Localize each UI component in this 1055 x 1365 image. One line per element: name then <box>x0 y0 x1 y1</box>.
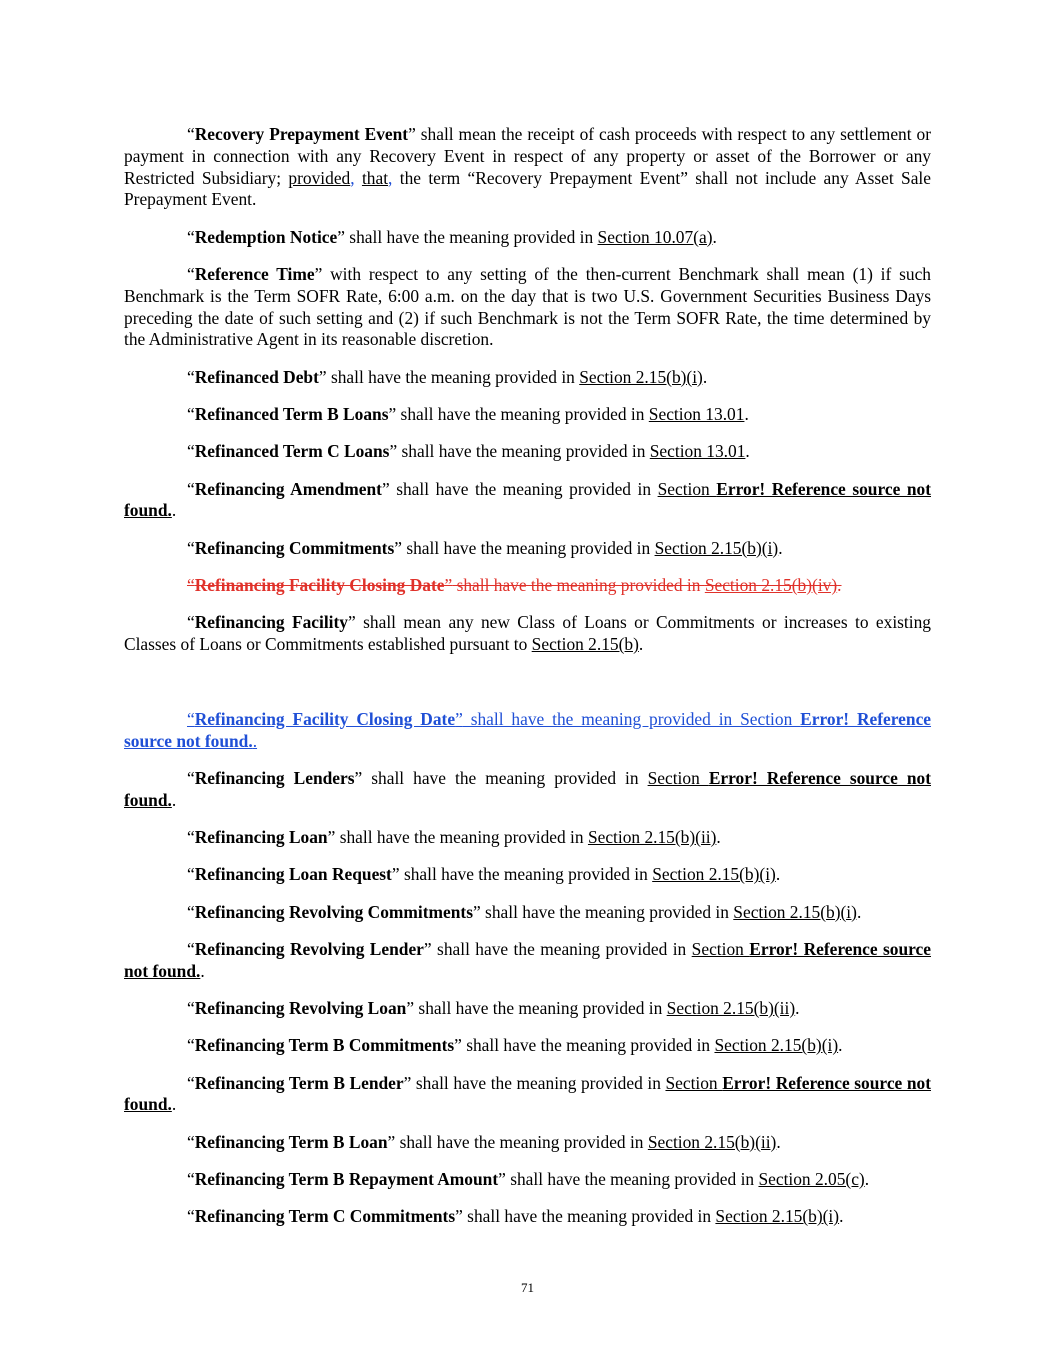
deleted-definition-refinancing-facility-closing-date: “Refinancing Facility Closing Date” shall have the meaning provided in Section 2.15(b)(iv). <box>187 574 842 595</box>
defined-term: Recovery Prepayment Event <box>194 124 409 144</box>
definition-refinancing-commitments: “Refinancing Commitments” shall have the meaning provided in Section 2.15(b)(i). <box>187 537 783 558</box>
definition-text: shall have the meaning provided in <box>411 1072 666 1093</box>
definition-text: shall have the meaning provided in <box>452 574 705 595</box>
section-reference: Section 2.15(b)(ii) <box>587 827 717 848</box>
section-reference: Section <box>647 767 709 788</box>
defined-term: Redemption Notice <box>194 226 338 247</box>
definition-refinancing-term-c-commitments: “Refinancing Term C Commitments” shall have the meaning provided in Section 2.15(b)(i). <box>187 1206 844 1227</box>
definition-refinancing-loan: “Refinancing Loan” shall have the meaning provided in Section 2.15(b)(ii). <box>187 827 721 848</box>
that-word: that <box>361 167 389 188</box>
definition-refinancing-term-b-lender: “Refinancing Term B Lender” shall have the meaning provided in Section Error! Reference source not found.. <box>124 1072 931 1115</box>
definition-text: shall have the meaning provided in <box>461 1035 715 1056</box>
definition-text: shall have the meaning provided in <box>362 767 648 788</box>
section-reference: Section 2.15(b)(i) <box>714 1035 839 1056</box>
reference-error: Error! Reference source not found. <box>124 1072 931 1115</box>
defined-term: Refinancing Facility Closing Date <box>194 708 456 729</box>
definition-text: shall have the meaning provided in <box>344 226 598 247</box>
section-reference: Section 13.01 <box>649 441 746 462</box>
document-page <box>124 124 931 1228</box>
reference-error: Error! Reference source not found. <box>124 478 931 521</box>
section-reference: Section 2.15(b)(i) <box>715 1206 840 1227</box>
defined-term: Refinancing Facility <box>194 612 349 633</box>
definition-text: shall have the meaning provided in <box>395 1131 648 1152</box>
definition-refinancing-loan-request: “Refinancing Loan Request” shall have the meaning provided in Section 2.15(b)(i). <box>187 864 781 885</box>
definition-text: shall have the meaning provided in <box>335 827 588 848</box>
defined-term: Refinancing Term B Commitments <box>194 1035 455 1056</box>
inserted-comma: , <box>350 167 355 188</box>
provided-word: provided <box>288 167 351 188</box>
inserted-definition-refinancing-facility-closing-date: “Refinancing Facility Closing Date” shall have the meaning provided in Section Error! Reference source not found.. <box>124 708 932 751</box>
defined-term: Refinanced Term C Loans <box>194 441 390 462</box>
definition-text: shall mean any new Class of Loans or Commitments or increases to existing Classes of Loans or Commitments established pursuant to <box>124 612 931 655</box>
section-reference: Section 2.05(c) <box>758 1169 865 1189</box>
definition-redemption-notice: “Redemption Notice” shall have the meaning provided in Section 10.07(a). <box>187 226 717 247</box>
definition-text: the term “Recovery Prepayment Event” shall not include any Asset Sale Prepayment Event. <box>124 167 931 210</box>
defined-term: Refinancing Term B Loan <box>194 1131 388 1152</box>
reference-error: Error! Reference source not found. <box>124 938 931 981</box>
defined-term: Refinanced Term B Loans <box>194 403 389 424</box>
definition-text: shall have the meaning provided in <box>414 998 667 1019</box>
inserted-comma: , <box>388 167 393 188</box>
definition-recovery-prepayment-event: “Recovery Prepayment Event” shall mean the receipt of cash proceeds with respect to any settlement or payment in connection with any Recovery Event in respect of any property or asset of the Borrower or any Restricted Subsidiary; provided, that, the term “Recovery Prepayment Event” shall not include any Asset Sale Prepayment Event. <box>124 124 932 210</box>
defined-term: Refinancing Facility Closing Date <box>194 574 445 595</box>
defined-term: Refinanced Debt <box>194 366 319 387</box>
section-reference: Section 2.15(b)(i) <box>579 366 703 387</box>
section-reference: Section 2.15(b)(i) <box>654 537 779 558</box>
definition-refinancing-facility: “Refinancing Facility” shall mean any new Class of Loans or Commitments or increases to existing Classes of Loans or Commitments established pursuant to Section 2.15(b). <box>124 612 931 655</box>
section-reference: Section <box>665 1072 723 1093</box>
definition-text: shall have the meaning provided in <box>399 864 653 885</box>
defined-term: Refinancing Term C Commitments <box>194 1206 456 1227</box>
section-reference: Section 2.15(b) <box>531 634 639 655</box>
definition-refinancing-term-b-loan: “Refinancing Term B Loan” shall have the meaning provided in Section 2.15(b)(ii). <box>187 1131 781 1152</box>
definition-text: shall mean the receipt of cash proceeds with respect to any settlement or payment in connection with any Recovery Event in respect of any property or asset of the Borrower or any Restricted Subsidiary; <box>124 124 932 188</box>
definition-reference-time: “Reference Time” with respect to any setting of the then-current Benchmark shall mean (1) if such Benchmark is the Term SOFR Rate, 6:00 a.m. on the day that is two U.S. Government Securities Business Days preceding the date of such setting and (2) if such Benchmark is not the Term SOFR Rate, the time determined by the Administrative Agent in its reasonable discretion. <box>124 263 931 350</box>
definition-text: shall have the meaning provided in <box>505 1169 759 1189</box>
defined-term: Refinancing Loan Request <box>194 864 392 885</box>
definition-refinanced-debt: “Refinanced Debt” shall have the meaning provided in Section 2.15(b)(i). <box>187 366 708 387</box>
page-number: 71 <box>521 1280 534 1295</box>
definition-refinancing-amendment: “Refinancing Amendment” shall have the meaning provided in Section Error! Reference source not found.. <box>124 478 931 521</box>
definition-refinancing-term-b-commitments: “Refinancing Term B Commitments” shall have the meaning provided in Section 2.15(b)(i). <box>187 1035 843 1056</box>
definition-text: shall have the meaning provided in <box>396 403 649 424</box>
defined-term: Refinancing Revolving Lender <box>194 938 424 959</box>
definition-refinancing-revolving-lender: “Refinancing Revolving Lender” shall have the meaning provided in Section Error! Reference source not found.. <box>124 938 931 981</box>
definition-text: shall have the meaning provided in <box>397 441 650 462</box>
section-reference: Section 2.15(b)(i) <box>652 864 776 885</box>
reference-error: Error! Reference source not found. <box>124 708 932 751</box>
definition-text: shall have the meaning provided in Section <box>462 708 801 729</box>
definition-text: shall have the meaning provided in <box>389 478 658 499</box>
defined-term: Refinancing Term B Repayment Amount <box>194 1169 499 1189</box>
section-reference: Section 2.15(b)(iv) <box>704 574 838 595</box>
section-reference: Section 2.15(b)(ii) <box>647 1131 777 1152</box>
definition-text: shall have the meaning provided in <box>431 938 692 959</box>
definition-refinancing-lenders: “Refinancing Lenders” shall have the meaning provided in Section Error! Reference source not found.. <box>124 767 931 810</box>
definition-text: shall have the meaning provided in <box>462 1206 716 1227</box>
defined-term: Refinancing Commitments <box>194 537 395 558</box>
definition-text: shall have the meaning provided in <box>480 901 734 922</box>
defined-term: Refinancing Revolving Commitments <box>194 901 473 922</box>
definition-refinanced-term-b-loans: “Refinanced Term B Loans” shall have the meaning provided in Section 13.01. <box>187 403 749 424</box>
definition-refinancing-revolving-loan: “Refinancing Revolving Loan” shall have the meaning provided in Section 2.15(b)(ii). <box>187 998 800 1019</box>
defined-term: Refinancing Lenders <box>194 767 355 788</box>
section-reference: Section 2.15(b)(ii) <box>666 998 796 1019</box>
defined-term: Refinancing Revolving Loan <box>194 998 407 1019</box>
definition-text: shall have the meaning provided in <box>401 537 655 558</box>
defined-term: Refinancing Loan <box>194 827 328 848</box>
definition-text: shall have the meaning provided in <box>326 366 580 387</box>
definition-text: with respect to any setting of the then-current Benchmark shall mean (1) if such Benchmark is the Term SOFR Rate, 6:00 a.m. on the day that is two U.S. Government Securities Business Days preceding the date of such setting and (2) if such Benchmark is not the Term SOFR Rate, the time determined by the Administrative Agent in its reasonable discretion. <box>124 263 931 350</box>
section-reference: Section <box>657 478 717 499</box>
defined-term: Reference Time <box>194 263 315 284</box>
reference-error: Error! Reference source not found. <box>124 767 931 810</box>
defined-term: Refinancing Amendment <box>194 478 382 499</box>
definition-refinancing-term-b-repayment-amount: “Refinancing Term B Repayment Amount” shall have the meaning provided in Section 2.05(c). <box>187 1169 870 1189</box>
section-reference: Section 10.07(a) <box>597 226 713 247</box>
definition-refinanced-term-c-loans: “Refinanced Term C Loans” shall have the meaning provided in Section 13.01. <box>187 441 750 462</box>
definition-refinancing-revolving-commitments: “Refinancing Revolving Commitments” shall have the meaning provided in Section 2.15(b)(i). <box>187 901 862 922</box>
section-reference: Section 2.15(b)(i) <box>733 901 857 922</box>
section-reference: Section <box>691 938 750 959</box>
defined-term: Refinancing Term B Lender <box>194 1072 404 1093</box>
section-reference: Section 13.01 <box>648 403 745 424</box>
